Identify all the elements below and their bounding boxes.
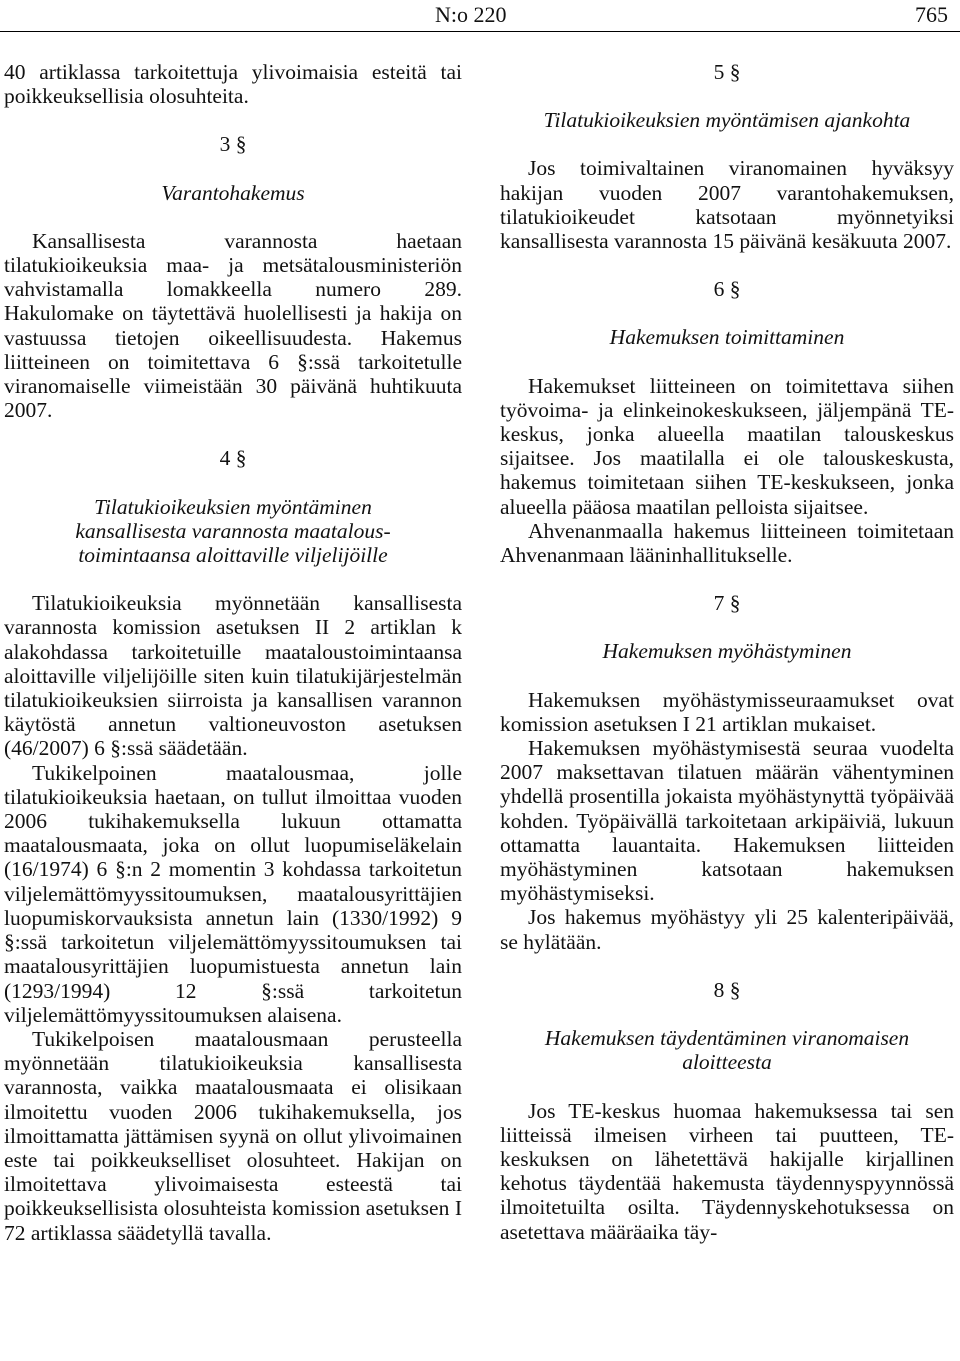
left-column (4, 60, 462, 1245)
section-4-title (4, 495, 462, 568)
page-number: 765 (915, 2, 948, 27)
section-8-title (500, 1026, 954, 1074)
page-header (0, 0, 960, 34)
section-3-number: 3 § (219, 132, 247, 157)
section-4-paragraph-2: Tukikelpoinen maatalousmaa, jolle tilatukioikeuksia haetaan, on tullut ilmoittaa vuoden 2006 tukihakemuksella lukuun ottamatta maatalousmaata, joka on ollut luopumiseläkelain (16/1974) 6 §:n 2 momentin 3 kohdassa tarkoitetun viljelemättömyyssitoumuksen, maatalousyrittäjien luopumiskorvauksista annetun lain (1330/1992) 9 §:ssä tarkoitetun viljelemättömyyssitoumuksen tai maatalousyrittäjien luopumistuesta annetun lain (1293/1994) 12 §:ssä tarkoitetun viljelemättömyyssitoumuksen alaisena. (4, 760, 462, 1027)
section-7-number: 7 § (713, 591, 741, 616)
section-6-paragraph-2: Ahvenanmaalla hakemus liitteineen toimitetaan Ahvenanmaan lääninhallitukselle. (500, 518, 954, 568)
section-7-title: Hakemuksen myöhästyminen (602, 639, 852, 664)
section-6-number: 6 § (713, 277, 741, 302)
section-8-paragraph-1: Jos TE-keskus huomaa hakemuksessa tai sen liitteissä ilmeisen virheen tai puutteen, TE-keskuksen on lähetettävä hakijalle kirjallinen kehotus täydentää hakemusta täydennyspyynnössä ilmoitetuilta osilta. Täydennyskehotuksessa on asetettava määräaika täy- (500, 1098, 954, 1244)
section-7-paragraph-2: Hakemuksen myöhästymisestä seuraa vuodelta 2007 maksettavan tilatuen määrän vähentyminen yhdellä prosentilla jokaista myöhästynyttä työpäivää kohden. Työpäivällä tarkoitetaan arkipäiviä, lukuun ottamatta lauantaita. Hakemuksen liitteiden myöhästyminen katsotaan hakemuksen myöhästymiseksi. (500, 736, 954, 906)
section-8-title-line-2: aloitteesta (682, 1050, 772, 1075)
section-7-paragraph-3: Jos hakemus myöhästyy yli 25 kalenteripäivää, se hylätään. (500, 905, 954, 954)
section-4-title-line-3: toimintaansa aloittaville viljelijöille (78, 543, 388, 568)
section-4-paragraph-1: Tilatukioikeuksia myönnetään kansallisesta varannosta komission asetuksen II 2 artiklan k alakohdassa tarkoitetuille maataloustoimintaansa aloittaville viljelijöille siten kuin tilatukijärjestelmän tilatukioikeuksien siirroista ja kansallisen varannon käytöstä annetun valtioneuvoston asetuksen (46/2007) 6 §:ssä säädetään. (4, 591, 462, 761)
section-4-title-line-2: kansallisesta varannosta maatalous- (75, 518, 391, 543)
section-8-number: 8 § (713, 977, 741, 1002)
section-7-paragraph-1: Hakemuksen myöhästymisseuraamukset ovat komission asetuksen I 21 artiklan mukaiset. (500, 687, 954, 736)
section-5-title: Tilatukioikeuksien myöntämisen ajankohta (543, 108, 911, 133)
section-4-number: 4 § (219, 446, 247, 471)
document-number: N:o 220 (435, 2, 507, 27)
intro-paragraph: 40 artiklassa tarkoitettuja ylivoimaisia esteitä tai poikkeuksellisia olosuhteita. (4, 60, 462, 109)
section-6-title: Hakemuksen toimittaminen (609, 325, 845, 350)
section-5-number: 5 § (713, 60, 741, 84)
section-6-paragraph-1: Hakemukset liitteineen on toimitettava siihen työvoima- ja elinkeinokeskukseen, jäljempänä TE-keskus, jonka alueella maatilan talouskeskus sijaitsee. Jos maatilalla ei ole talouskeskusta, hakemus toimitetaan siihen TE-keskukseen, jonka alueella pääosa maatilan pelloista sijaitsee. (500, 373, 954, 519)
section-5-paragraph-1: Jos toimivaltainen viranomainen hyväksyy hakijan vuoden 2007 varantohakemuksen, tilatukioikeudet katsotaan myönnetyiksi kansallisesta varannosta 15 päivänä kesäkuuta 2007. (500, 156, 954, 254)
right-column (500, 60, 954, 1244)
section-3-paragraph-1: Kansallisesta varannosta haetaan tilatukioikeuksia maa- ja metsätalousministeriön vahvistamalla lomakkeella numero 289. Hakulomake on täytettävä huolellisesti ja hakija on vastuussa tietojen oikeellisuudesta. Hakemus liitteineen on toimitettava 6 §:ssä tarkoitetulle viranomaiselle viimeistään 30 päivänä huhtikuuta 2007. (4, 228, 462, 423)
section-4-title-line-1: Tilatukioikeuksien myöntäminen (94, 494, 372, 519)
section-4-paragraph-3: Tukikelpoisen maatalousmaan perusteella myönnetään tilatukioikeuksia kansallisesta varannosta, vaikka maatalousmaata ei olisikaan ilmoitettu vuoden 2006 tukihakemuksella, jos ilmoittamatta jättämisen syynä on ollut ylivoimainen este tai poikkeukselliset olosuhteet. Hakijan on ilmoitettava ylivoimaisesta esteestä tai poikkeuksellisista olosuhteista komission asetuksen I 72 artiklassa säädetyllä tavalla. (4, 1026, 462, 1245)
section-8-title-line-1: Hakemuksen täydentäminen viranomaisen (544, 1026, 910, 1051)
section-3-title: Varantohakemus (161, 180, 305, 205)
header-rule (0, 31, 960, 32)
